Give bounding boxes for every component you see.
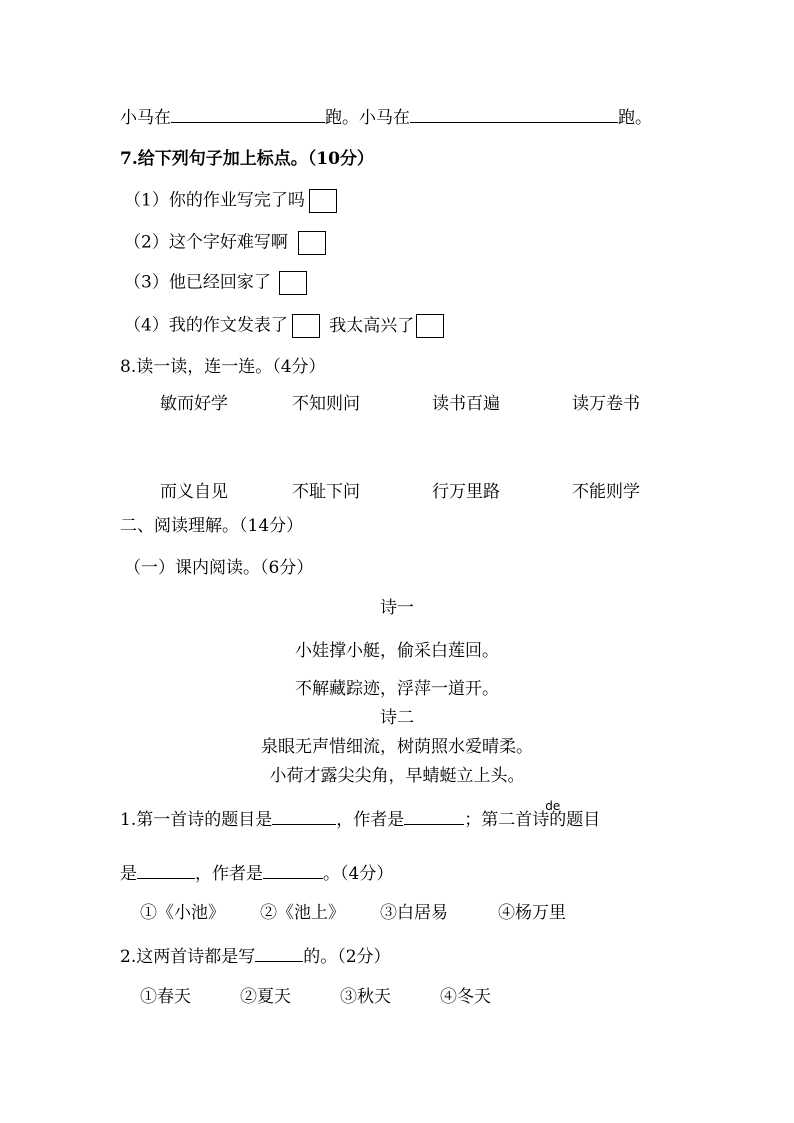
q7-answer-box-3[interactable] [279, 271, 307, 295]
q7-answer-box-4a[interactable] [292, 314, 320, 338]
q7-item-4-text: （4）我的作文发表了 [124, 315, 288, 336]
q1-text-5: 是 [120, 864, 137, 884]
section2-title: 二、阅读理解。（14分） [120, 516, 304, 536]
q1-ruby-char: 的 [549, 810, 567, 830]
q1-text-1: 1.第一首诗的题目是 [120, 810, 273, 830]
q1-blank-4[interactable] [263, 862, 323, 879]
q1-text-3: ；第二首诗 [464, 810, 550, 830]
q2-text-2: 的。（2分） [303, 947, 391, 967]
poem2-title: 诗二 [380, 708, 414, 728]
horse-text-b: 跑。小马在 [325, 108, 410, 128]
q2-option-2[interactable]: ②夏天 [240, 987, 291, 1007]
q7-item-1 [124, 189, 337, 213]
q7-item-4 [124, 314, 444, 338]
q1-text-4: 题目 [566, 810, 601, 830]
poem2-line-2: 小荷才露尖尖角，早蜻蜓立上头。 [269, 766, 525, 786]
q2-blank[interactable] [255, 945, 303, 962]
horse-text-c: 跑。 [618, 108, 652, 128]
q1-line-2 [120, 862, 393, 885]
q1-ruby-pinyin: de [545, 799, 561, 813]
q2-option-4[interactable]: ④冬天 [440, 987, 491, 1007]
q7-item-2 [124, 231, 326, 255]
q7-answer-box-4b[interactable] [416, 314, 444, 338]
horse-sentence [120, 106, 652, 129]
poem1-line-1: 小娃撑小艇，偷采白莲回。 [295, 641, 499, 661]
q7-item-2-text: （2）这个字好难写啊 [124, 232, 288, 253]
q1-option-4[interactable]: ④杨万里 [498, 903, 566, 923]
q7-item-3-text: （3）他已经回家了 [124, 272, 271, 293]
q2-option-1[interactable]: ①春天 [140, 987, 191, 1007]
q1-option-3[interactable]: ③白居易 [380, 903, 448, 923]
horse-text-a: 小马在 [120, 108, 171, 128]
q8-top-3[interactable]: 读书百遍 [432, 394, 500, 414]
q1-text-7: 。（4分） [323, 864, 394, 884]
q8-top-2[interactable]: 不知则问 [292, 394, 360, 414]
q8-top-4[interactable]: 读万卷书 [572, 394, 640, 414]
q1-option-1[interactable]: ①《小池》 [140, 903, 225, 923]
q2-option-3[interactable]: ③秋天 [340, 987, 391, 1007]
q7-answer-box-1[interactable] [309, 189, 337, 213]
q7-item-1-text: （1）你的作业写完了吗 [124, 190, 305, 211]
q8-top-1[interactable]: 敏而好学 [160, 394, 228, 414]
q7-title: 7.给下列句子加上标点。（10分） [120, 149, 374, 169]
poem2-line-1: 泉眼无声惜细流，树荫照水爱晴柔。 [261, 737, 533, 757]
q1-text-6: ，作者是 [195, 864, 263, 884]
q1-text-2: ，作者是 [336, 810, 405, 830]
horse-blank-2[interactable] [410, 106, 618, 123]
q8-bottom-3[interactable]: 行万里路 [432, 482, 500, 502]
q2-line [120, 945, 391, 968]
q7-answer-box-2[interactable] [298, 231, 326, 255]
q7-item-4-text2: 我太高兴了 [329, 315, 415, 336]
q1-option-2[interactable]: ②《池上》 [260, 903, 345, 923]
q8-bottom-2[interactable]: 不耻下问 [292, 482, 360, 502]
poem1-line-2: 不解藏踪迹，浮萍一道开。 [295, 679, 499, 699]
q8-title: 8.读一读，连一连。（4分） [120, 357, 326, 377]
q7-item-3 [124, 271, 307, 295]
section2-subtitle: （一）课内阅读。（6分） [124, 558, 314, 578]
poem1-title: 诗一 [380, 598, 414, 618]
horse-blank-1[interactable] [171, 106, 325, 123]
q1-ruby [545, 799, 567, 831]
q1-blank-1[interactable] [272, 808, 336, 825]
q1-blank-2[interactable] [404, 808, 464, 825]
q2-text-1: 2.这两首诗都是写 [120, 947, 256, 967]
q8-bottom-4[interactable]: 不能则学 [572, 482, 640, 502]
q8-bottom-1[interactable]: 而义自见 [160, 482, 228, 502]
q1-line-1 [120, 799, 601, 831]
q1-blank-3[interactable] [137, 862, 195, 879]
